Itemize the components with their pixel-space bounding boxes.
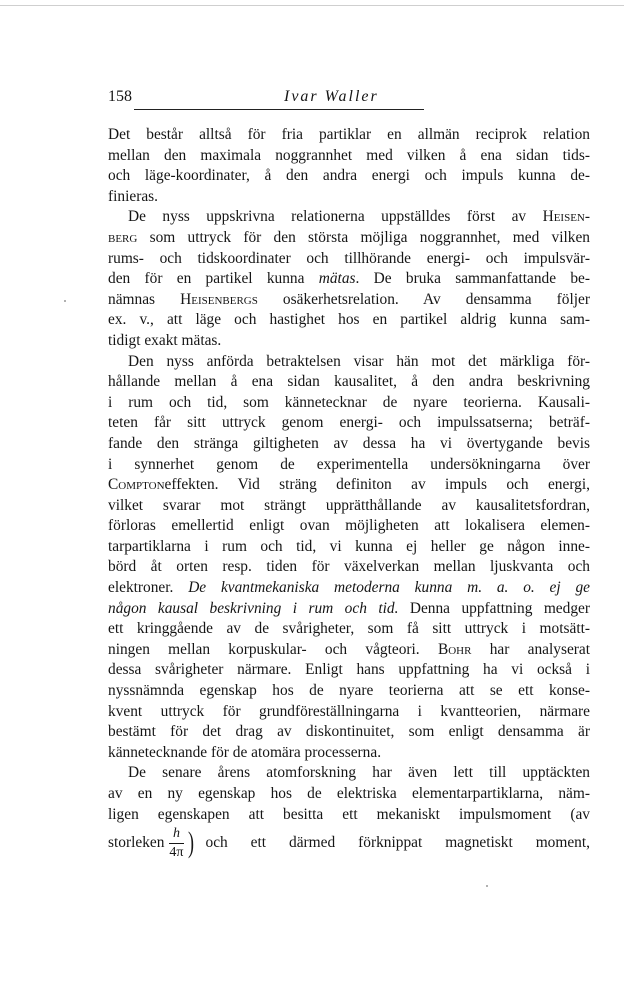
text-line xyxy=(108,496,590,517)
small-caps-name: Heisenbergs xyxy=(180,290,258,308)
text-line xyxy=(108,763,590,784)
paragraph xyxy=(108,207,590,351)
paragraph xyxy=(108,125,590,207)
formula-after-text: och ett därmed förknippat magnetiskt moment, xyxy=(205,834,590,852)
running-head: Ivar Waller xyxy=(284,88,379,105)
paragraph xyxy=(108,352,590,764)
italic-text: mätas xyxy=(318,270,356,288)
text-line xyxy=(108,578,590,599)
paragraphs xyxy=(108,125,590,825)
text-line xyxy=(108,599,590,620)
body-text xyxy=(108,125,590,860)
text-line xyxy=(108,640,590,661)
text-run: mellan den maximala noggrannhet med vilken å ena sidan tids- xyxy=(108,146,590,164)
text-run: Det består alltså för fria partiklar en allmän reciprok relation xyxy=(108,126,590,143)
text-run: teten får sitt uttryck genom energi- och impulssatserna; beträf- xyxy=(108,414,590,432)
text-run: Denna uppfattning medger xyxy=(398,599,590,617)
text-run: ex. v., att läge och hastighet hos en partikel aldrig kunna sam- xyxy=(108,311,590,329)
text-run: kvent uttryck för grundföreställningarna i kvantteorien, närmare xyxy=(108,702,590,720)
text-line xyxy=(108,475,590,496)
formula-before-text: storleken xyxy=(108,834,165,852)
text-line xyxy=(108,290,590,311)
text-line xyxy=(108,166,590,187)
italic-text: De kvantmekaniska metoderna kunna m. a. o. ej ge xyxy=(188,579,590,597)
text-run: nyssnämnda egenskap hos de nyare teorierna att se ett konse- xyxy=(108,682,590,700)
text-line xyxy=(108,228,590,249)
text-run: tarpartiklarna i rum och tid, vi kunna ej heller ge någon inne- xyxy=(108,537,590,555)
small-caps-name: Heisen- xyxy=(542,208,590,226)
text-run: dessa svårigheter närmare. Enligt hans uppfattning ha vi också i xyxy=(108,661,590,679)
text-run: har analyserat xyxy=(471,640,591,658)
header-rule xyxy=(134,109,424,110)
text-run: bestämt för det drag av diskontinuitet, som enligt densamma är xyxy=(108,723,590,741)
text-line xyxy=(108,619,590,640)
text-run: som uttryck för den största möjliga noggrannhet, med vilken xyxy=(137,228,590,246)
small-caps-name: Compton xyxy=(108,476,165,494)
text-line xyxy=(108,413,590,434)
formula-line xyxy=(108,827,590,860)
text-run: De nyss uppskrivna relationerna uppställdes först av xyxy=(128,208,543,226)
text-line xyxy=(108,125,590,146)
text-run: Den nyss anförda betraktelsen visar hän mot det märkliga för- xyxy=(128,352,590,370)
text-run: osäkerhetsrelation. Av densamma följer xyxy=(257,290,590,308)
page-header xyxy=(108,88,590,110)
text-line xyxy=(108,557,590,578)
text-run: De senare årens atomforskning har även lett till upptäckten xyxy=(128,764,590,782)
text-line xyxy=(108,331,590,352)
text-line xyxy=(108,393,590,414)
small-caps-name: berg xyxy=(108,228,138,246)
page-number: 158 xyxy=(108,88,132,105)
print-speck xyxy=(486,885,488,887)
closing-parenthesis: ) xyxy=(187,826,194,860)
text-run: vilket svarar mot strängt upprätthållande av kausalitetsfordran, xyxy=(108,496,590,514)
text-line xyxy=(108,146,590,167)
text-line xyxy=(108,805,590,826)
text-line xyxy=(108,249,590,270)
text-run: förloras emellertid enligt ovan möjligheten att lokalisera elemen- xyxy=(108,517,590,535)
text-run: ligen egenskapen att besitta ett mekaniskt impulsmoment (av xyxy=(108,805,590,823)
text-run: i synnerhet genom de experimentella undersökningarna över xyxy=(108,455,590,473)
text-line xyxy=(108,269,590,290)
text-run: och läge-koordinater, å den andra energi och impuls kunna de- xyxy=(108,167,590,185)
text-line xyxy=(108,537,590,558)
top-edge-rule xyxy=(0,5,624,6)
text-line xyxy=(108,310,590,331)
text-line xyxy=(108,352,590,373)
text-line xyxy=(108,784,590,805)
text-line xyxy=(108,455,590,476)
text-run: effekten. Vid sträng definiton av impuls och energi, xyxy=(164,476,590,494)
text-line xyxy=(108,743,590,764)
print-speck xyxy=(64,300,66,302)
text-line xyxy=(108,372,590,393)
fraction-denominator: 4π xyxy=(169,845,184,861)
text-line xyxy=(108,516,590,537)
text-run: finieras. xyxy=(108,187,158,205)
text-run: tidigt exakt mätas. xyxy=(108,331,222,349)
text-line xyxy=(108,722,590,743)
text-run: . De bruka sammanfattande be- xyxy=(355,270,590,288)
italic-text: någon kausal beskrivning i rum och tid. xyxy=(108,599,399,617)
text-run: nämnas xyxy=(108,290,181,308)
text-line xyxy=(108,187,590,208)
text-line xyxy=(108,207,590,228)
fraction-h-over-4pi xyxy=(169,827,183,860)
fraction-numerator: h xyxy=(169,827,183,844)
text-run: börd åt orten resp. tiden för växelverkan mellan ljuskvanta och xyxy=(108,558,590,576)
text-line xyxy=(108,660,590,681)
text-run: elektroner. xyxy=(108,579,189,597)
paragraph xyxy=(108,763,590,825)
text-run: ett kringgående av de svårigheter, som få sitt uttryck i motsätt- xyxy=(108,620,590,638)
text-run: i rum och tid, som kännetecknar de nyare teorierna. Kausali- xyxy=(108,393,590,411)
text-run: rums- och tidskoordinater och tillhörande energi- och impulsvär- xyxy=(108,249,590,267)
text-run: ningen mellan korpuskular- och vågteori. xyxy=(108,640,438,658)
text-run: kännetecknande för de atomära processerna. xyxy=(108,743,382,761)
text-line xyxy=(108,702,590,723)
text-line xyxy=(108,434,590,455)
small-caps-name: Bohr xyxy=(437,640,472,658)
text-run: fande den stränga giltigheten av dessa ha vi övertygande bevis xyxy=(108,434,590,452)
text-run: hållande mellan å ena sidan kausalitet, å den andra beskrivning xyxy=(108,373,590,391)
text-line xyxy=(108,681,590,702)
text-run: den för en partikel kunna xyxy=(108,270,319,288)
text-run: av en ny egenskap hos de elektriska elementarpartiklarna, näm- xyxy=(108,785,590,802)
